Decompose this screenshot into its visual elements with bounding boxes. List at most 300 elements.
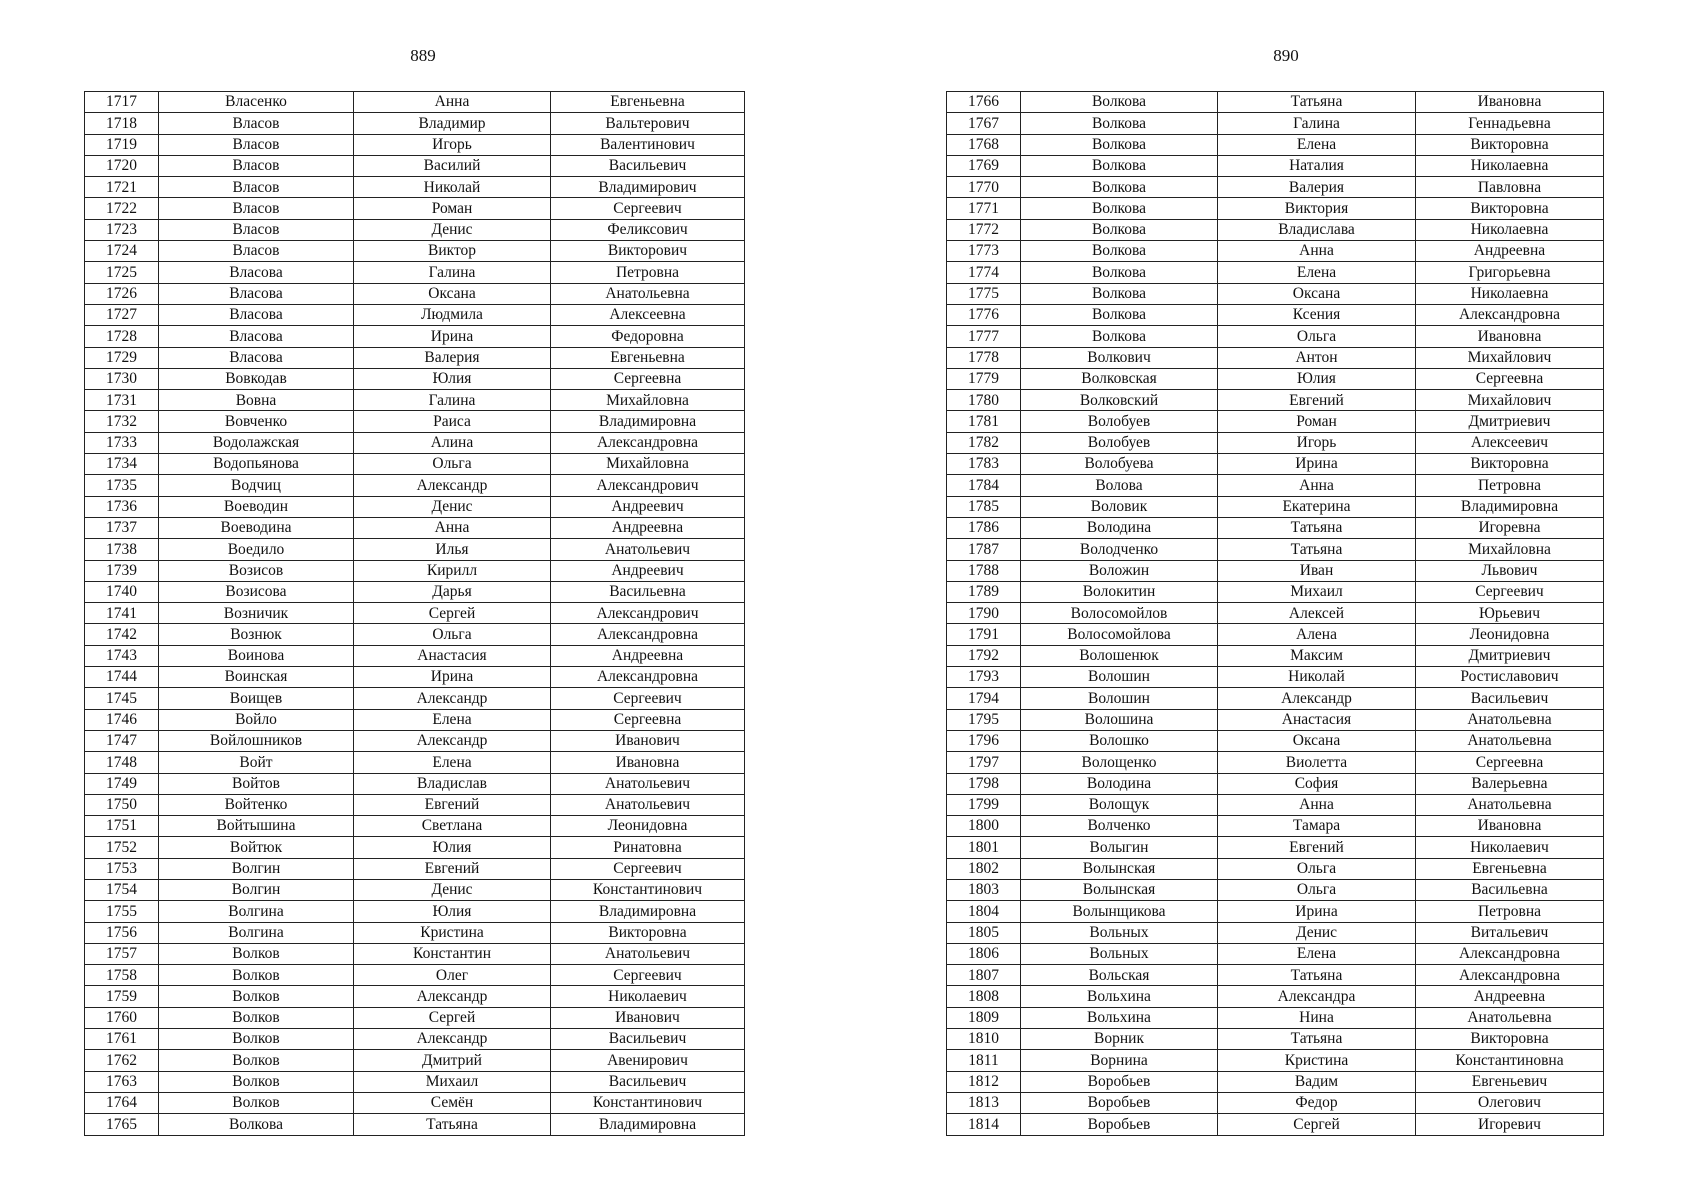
first-name-cell: Алина <box>354 432 551 453</box>
row-number-cell: 1728 <box>85 326 159 347</box>
row-number-cell: 1792 <box>947 645 1021 666</box>
row-number-cell: 1743 <box>85 645 159 666</box>
row-number-cell: 1727 <box>85 304 159 325</box>
patronymic-cell: Владимировна <box>551 901 745 922</box>
surname-cell: Воинова <box>159 645 354 666</box>
first-name-cell: Ирина <box>354 667 551 688</box>
table-row <box>85 752 745 773</box>
table-row <box>947 496 1604 517</box>
row-number-cell: 1785 <box>947 496 1021 517</box>
surname-cell: Власова <box>159 347 354 368</box>
patronymic-cell: Васильевич <box>551 1029 745 1050</box>
first-name-cell: София <box>1218 773 1416 794</box>
first-name-cell: Илья <box>354 539 551 560</box>
first-name-cell: Алена <box>1218 624 1416 645</box>
row-number-cell: 1748 <box>85 752 159 773</box>
patronymic-cell: Григорьевна <box>1416 262 1604 283</box>
surname-cell: Волков <box>159 1092 354 1113</box>
first-name-cell: Александр <box>354 1029 551 1050</box>
first-name-cell: Галина <box>354 390 551 411</box>
surname-cell: Власов <box>159 177 354 198</box>
first-name-cell: Михаил <box>354 1071 551 1092</box>
patronymic-cell: Петровна <box>1416 901 1604 922</box>
patronymic-cell: Андреевич <box>551 560 745 581</box>
row-number-cell: 1756 <box>85 922 159 943</box>
table-row <box>947 539 1604 560</box>
patronymic-cell: Анатольевич <box>551 794 745 815</box>
table-row <box>85 879 745 900</box>
first-name-cell: Денис <box>354 496 551 517</box>
surname-cell: Волковская <box>1021 368 1218 389</box>
row-number-cell: 1779 <box>947 368 1021 389</box>
row-number-cell: 1769 <box>947 155 1021 176</box>
first-name-cell: Татьяна <box>1218 92 1416 113</box>
surname-cell: Волкова <box>1021 241 1218 262</box>
first-name-cell: Светлана <box>354 816 551 837</box>
surname-cell: Власова <box>159 326 354 347</box>
table-row <box>85 645 745 666</box>
table-row <box>947 390 1604 411</box>
row-number-cell: 1752 <box>85 837 159 858</box>
table-row <box>85 539 745 560</box>
first-name-cell: Юлия <box>354 837 551 858</box>
patronymic-cell: Сергеевна <box>1416 368 1604 389</box>
page-number-right: 890 <box>1273 46 1299 65</box>
first-name-cell: Людмила <box>354 304 551 325</box>
surname-cell: Волковский <box>1021 390 1218 411</box>
surname-cell: Волгин <box>159 879 354 900</box>
patronymic-cell: Николаевич <box>551 986 745 1007</box>
patronymic-cell: Николаевич <box>1416 837 1604 858</box>
surname-cell: Водчиц <box>159 475 354 496</box>
surname-cell: Волгин <box>159 858 354 879</box>
table-row <box>85 1029 745 1050</box>
surname-cell: Вольных <box>1021 922 1218 943</box>
patronymic-cell: Андреевна <box>551 517 745 538</box>
row-number-cell: 1757 <box>85 943 159 964</box>
patronymic-cell: Иванович <box>551 1007 745 1028</box>
table-row <box>947 901 1604 922</box>
first-name-cell: Анна <box>1218 475 1416 496</box>
surname-cell: Власов <box>159 198 354 219</box>
first-name-cell: Дмитрий <box>354 1050 551 1071</box>
table-row <box>947 113 1604 134</box>
row-number-cell: 1770 <box>947 177 1021 198</box>
table-row <box>85 432 745 453</box>
table-row <box>947 645 1604 666</box>
table-row <box>85 1071 745 1092</box>
row-number-cell: 1717 <box>85 92 159 113</box>
first-name-cell: Владислава <box>1218 219 1416 240</box>
patronymic-cell: Львович <box>1416 560 1604 581</box>
patronymic-cell: Павловна <box>1416 177 1604 198</box>
table-row <box>85 155 745 176</box>
row-number-cell: 1799 <box>947 794 1021 815</box>
table-row <box>947 1071 1604 1092</box>
patronymic-cell: Андреевна <box>1416 241 1604 262</box>
patronymic-cell: Дмитриевич <box>1416 645 1604 666</box>
first-name-cell: Денис <box>354 219 551 240</box>
surname-cell: Власенко <box>159 92 354 113</box>
table-row <box>85 92 745 113</box>
row-number-cell: 1768 <box>947 134 1021 155</box>
patronymic-cell: Петровна <box>1416 475 1604 496</box>
first-name-cell: Александр <box>354 475 551 496</box>
patronymic-cell: Сергеевич <box>1416 581 1604 602</box>
patronymic-cell: Николаевна <box>1416 155 1604 176</box>
row-number-cell: 1775 <box>947 283 1021 304</box>
first-name-cell: Дарья <box>354 581 551 602</box>
table-row <box>85 283 745 304</box>
first-name-cell: Екатерина <box>1218 496 1416 517</box>
surname-cell: Войт <box>159 752 354 773</box>
surname-cell: Волгина <box>159 922 354 943</box>
surname-cell: Вольская <box>1021 965 1218 986</box>
table-row <box>947 198 1604 219</box>
surname-cell: Волобуева <box>1021 454 1218 475</box>
surname-cell: Волошко <box>1021 730 1218 751</box>
table-row <box>85 603 745 624</box>
patronymic-cell: Валерьевна <box>1416 773 1604 794</box>
first-name-cell: Евгений <box>1218 837 1416 858</box>
row-number-cell: 1790 <box>947 603 1021 624</box>
first-name-cell: Анна <box>354 92 551 113</box>
first-name-cell: Николай <box>354 177 551 198</box>
first-name-cell: Юлия <box>354 901 551 922</box>
table-row <box>85 688 745 709</box>
patronymic-cell: Авенирович <box>551 1050 745 1071</box>
row-number-cell: 1720 <box>85 155 159 176</box>
row-number-cell: 1724 <box>85 241 159 262</box>
row-number-cell: 1771 <box>947 198 1021 219</box>
surname-cell: Воедило <box>159 539 354 560</box>
table-row <box>85 624 745 645</box>
surname-cell: Волков <box>159 1071 354 1092</box>
first-name-cell: Александр <box>354 986 551 1007</box>
table-row <box>947 517 1604 538</box>
row-number-cell: 1747 <box>85 730 159 751</box>
surname-cell: Власова <box>159 304 354 325</box>
surname-cell: Вольных <box>1021 943 1218 964</box>
patronymic-cell: Сергеевич <box>551 965 745 986</box>
table-row <box>947 1029 1604 1050</box>
surname-cell: Возисов <box>159 560 354 581</box>
table-row <box>85 177 745 198</box>
row-number-cell: 1763 <box>85 1071 159 1092</box>
row-number-cell: 1805 <box>947 922 1021 943</box>
table-row <box>947 752 1604 773</box>
first-name-cell: Елена <box>1218 134 1416 155</box>
patronymic-cell: Васильевна <box>1416 879 1604 900</box>
table-row <box>85 347 745 368</box>
surname-cell: Вовна <box>159 390 354 411</box>
surname-cell: Власов <box>159 155 354 176</box>
row-number-cell: 1753 <box>85 858 159 879</box>
row-number-cell: 1806 <box>947 943 1021 964</box>
first-name-cell: Татьяна <box>354 1114 551 1135</box>
surname-cell: Ворнина <box>1021 1050 1218 1071</box>
row-number-cell: 1733 <box>85 432 159 453</box>
first-name-cell: Сергей <box>1218 1114 1416 1135</box>
row-number-cell: 1750 <box>85 794 159 815</box>
patronymic-cell: Михайловна <box>551 390 745 411</box>
row-number-cell: 1744 <box>85 667 159 688</box>
patronymic-cell: Феликсович <box>551 219 745 240</box>
roster-table-right <box>946 91 1604 1136</box>
first-name-cell: Владислав <box>354 773 551 794</box>
table-row <box>85 1050 745 1071</box>
first-name-cell: Виктория <box>1218 198 1416 219</box>
surname-cell: Воробьев <box>1021 1071 1218 1092</box>
table-row <box>947 475 1604 496</box>
patronymic-cell: Сергеевич <box>551 198 745 219</box>
first-name-cell: Владимир <box>354 113 551 134</box>
row-number-cell: 1772 <box>947 219 1021 240</box>
table-row <box>85 794 745 815</box>
first-name-cell: Александр <box>1218 688 1416 709</box>
surname-cell: Войтюк <box>159 837 354 858</box>
row-number-cell: 1787 <box>947 539 1021 560</box>
surname-cell: Волынская <box>1021 879 1218 900</box>
table-row <box>947 730 1604 751</box>
patronymic-cell: Петровна <box>551 262 745 283</box>
first-name-cell: Наталия <box>1218 155 1416 176</box>
surname-cell: Волынщикова <box>1021 901 1218 922</box>
surname-cell: Войло <box>159 709 354 730</box>
table-row <box>947 432 1604 453</box>
first-name-cell: Анастасия <box>1218 709 1416 730</box>
row-number-cell: 1764 <box>85 1092 159 1113</box>
surname-cell: Власов <box>159 219 354 240</box>
surname-cell: Волошина <box>1021 709 1218 730</box>
first-name-cell: Максим <box>1218 645 1416 666</box>
patronymic-cell: Александровна <box>551 432 745 453</box>
surname-cell: Волыгин <box>1021 837 1218 858</box>
first-name-cell: Игорь <box>354 134 551 155</box>
patronymic-cell: Ринатовна <box>551 837 745 858</box>
first-name-cell: Александр <box>354 688 551 709</box>
surname-cell: Возничик <box>159 603 354 624</box>
table-row <box>85 1007 745 1028</box>
table-row <box>85 816 745 837</box>
patronymic-cell: Михайлович <box>1416 347 1604 368</box>
row-number-cell: 1721 <box>85 177 159 198</box>
first-name-cell: Юлия <box>354 368 551 389</box>
row-number-cell: 1801 <box>947 837 1021 858</box>
table-row <box>85 922 745 943</box>
row-number-cell: 1786 <box>947 517 1021 538</box>
first-name-cell: Валерия <box>1218 177 1416 198</box>
surname-cell: Волкова <box>1021 134 1218 155</box>
patronymic-cell: Васильевич <box>1416 688 1604 709</box>
row-number-cell: 1766 <box>947 92 1021 113</box>
table-row <box>947 283 1604 304</box>
row-number-cell: 1734 <box>85 454 159 475</box>
first-name-cell: Ольга <box>1218 326 1416 347</box>
surname-cell: Водопьянова <box>159 454 354 475</box>
patronymic-cell: Васильевич <box>551 1071 745 1092</box>
first-name-cell: Вадим <box>1218 1071 1416 1092</box>
table-row <box>85 368 745 389</box>
surname-cell: Ворник <box>1021 1029 1218 1050</box>
table-row <box>85 581 745 602</box>
first-name-cell: Галина <box>354 262 551 283</box>
surname-cell: Волкова <box>1021 92 1218 113</box>
row-number-cell: 1730 <box>85 368 159 389</box>
patronymic-cell: Константинович <box>551 879 745 900</box>
table-row <box>85 1092 745 1113</box>
patronymic-cell: Иванович <box>551 730 745 751</box>
row-number-cell: 1778 <box>947 347 1021 368</box>
table-row <box>947 624 1604 645</box>
row-number-cell: 1739 <box>85 560 159 581</box>
table-row <box>947 603 1604 624</box>
patronymic-cell: Викторовна <box>551 922 745 943</box>
surname-cell: Воложин <box>1021 560 1218 581</box>
row-number-cell: 1808 <box>947 986 1021 1007</box>
patronymic-cell: Николаевна <box>1416 219 1604 240</box>
patronymic-cell: Александровна <box>1416 943 1604 964</box>
patronymic-cell: Сергеевна <box>551 368 745 389</box>
table-row <box>947 1114 1604 1135</box>
surname-cell: Воловик <box>1021 496 1218 517</box>
surname-cell: Вольхина <box>1021 986 1218 1007</box>
row-number-cell: 1783 <box>947 454 1021 475</box>
table-row <box>947 965 1604 986</box>
surname-cell: Воробьев <box>1021 1114 1218 1135</box>
patronymic-cell: Александрович <box>551 475 745 496</box>
first-name-cell: Ирина <box>1218 454 1416 475</box>
surname-cell: Волков <box>159 965 354 986</box>
row-number-cell: 1773 <box>947 241 1021 262</box>
table-row <box>947 411 1604 432</box>
surname-cell: Вознюк <box>159 624 354 645</box>
first-name-cell: Денис <box>1218 922 1416 943</box>
table-row <box>85 304 745 325</box>
patronymic-cell: Анатольевна <box>1416 709 1604 730</box>
first-name-cell: Роман <box>1218 411 1416 432</box>
patronymic-cell: Викторовна <box>1416 134 1604 155</box>
surname-cell: Власова <box>159 262 354 283</box>
first-name-cell: Денис <box>354 879 551 900</box>
table-row <box>85 262 745 283</box>
patronymic-cell: Владимировна <box>551 1114 745 1135</box>
patronymic-cell: Геннадьевна <box>1416 113 1604 134</box>
first-name-cell: Сергей <box>354 603 551 624</box>
patronymic-cell: Александрович <box>551 603 745 624</box>
surname-cell: Войлошников <box>159 730 354 751</box>
patronymic-cell: Ростиславович <box>1416 667 1604 688</box>
surname-cell: Волокитин <box>1021 581 1218 602</box>
surname-cell: Вовкодав <box>159 368 354 389</box>
patronymic-cell: Михайлович <box>1416 390 1604 411</box>
table-row <box>947 773 1604 794</box>
first-name-cell: Ольга <box>1218 858 1416 879</box>
patronymic-cell: Витальевич <box>1416 922 1604 943</box>
row-number-cell: 1718 <box>85 113 159 134</box>
table-row <box>947 326 1604 347</box>
first-name-cell: Константин <box>354 943 551 964</box>
patronymic-cell: Вальтерович <box>551 113 745 134</box>
surname-cell: Волосомойлов <box>1021 603 1218 624</box>
row-number-cell: 1767 <box>947 113 1021 134</box>
table-row <box>85 709 745 730</box>
row-number-cell: 1810 <box>947 1029 1021 1050</box>
table-row <box>947 347 1604 368</box>
table-row <box>85 411 745 432</box>
table-row <box>947 1007 1604 1028</box>
patronymic-cell: Анатольевич <box>551 539 745 560</box>
first-name-cell: Олег <box>354 965 551 986</box>
table-row <box>85 1114 745 1135</box>
patronymic-cell: Анатольевна <box>551 283 745 304</box>
patronymic-cell: Юрьевич <box>1416 603 1604 624</box>
row-number-cell: 1731 <box>85 390 159 411</box>
row-number-cell: 1789 <box>947 581 1021 602</box>
first-name-cell: Тамара <box>1218 816 1416 837</box>
surname-cell: Володина <box>1021 517 1218 538</box>
patronymic-cell: Владимировна <box>551 411 745 432</box>
row-number-cell: 1780 <box>947 390 1021 411</box>
first-name-cell: Михаил <box>1218 581 1416 602</box>
first-name-cell: Оксана <box>354 283 551 304</box>
row-number-cell: 1802 <box>947 858 1021 879</box>
surname-cell: Власов <box>159 113 354 134</box>
patronymic-cell: Викторович <box>551 241 745 262</box>
row-number-cell: 1755 <box>85 901 159 922</box>
surname-cell: Власов <box>159 241 354 262</box>
table-row <box>947 688 1604 709</box>
row-number-cell: 1774 <box>947 262 1021 283</box>
row-number-cell: 1791 <box>947 624 1021 645</box>
first-name-cell: Галина <box>1218 113 1416 134</box>
surname-cell: Волынская <box>1021 858 1218 879</box>
table-row <box>947 177 1604 198</box>
surname-cell: Воробьев <box>1021 1092 1218 1113</box>
patronymic-cell: Алексеевна <box>551 304 745 325</box>
patronymic-cell: Васильевна <box>551 581 745 602</box>
table-row <box>85 837 745 858</box>
patronymic-cell: Ивановна <box>1416 816 1604 837</box>
row-number-cell: 1803 <box>947 879 1021 900</box>
first-name-cell: Александр <box>354 730 551 751</box>
patronymic-cell: Александровна <box>551 667 745 688</box>
table-row <box>85 560 745 581</box>
first-name-cell: Ольга <box>1218 879 1416 900</box>
table-row <box>85 219 745 240</box>
row-number-cell: 1759 <box>85 986 159 1007</box>
row-number-cell: 1812 <box>947 1071 1021 1092</box>
table-row <box>85 241 745 262</box>
row-number-cell: 1813 <box>947 1092 1021 1113</box>
table-row <box>947 581 1604 602</box>
roster-table-left <box>84 91 745 1136</box>
row-number-cell: 1814 <box>947 1114 1021 1135</box>
table-row <box>947 134 1604 155</box>
row-number-cell: 1776 <box>947 304 1021 325</box>
row-number-cell: 1781 <box>947 411 1021 432</box>
row-number-cell: 1736 <box>85 496 159 517</box>
surname-cell: Волков <box>159 943 354 964</box>
row-number-cell: 1726 <box>85 283 159 304</box>
surname-cell: Волошенюк <box>1021 645 1218 666</box>
row-number-cell: 1794 <box>947 688 1021 709</box>
first-name-cell: Ирина <box>1218 901 1416 922</box>
table-row <box>85 113 745 134</box>
patronymic-cell: Валентинович <box>551 134 745 155</box>
table-row <box>947 92 1604 113</box>
surname-cell: Войтенко <box>159 794 354 815</box>
